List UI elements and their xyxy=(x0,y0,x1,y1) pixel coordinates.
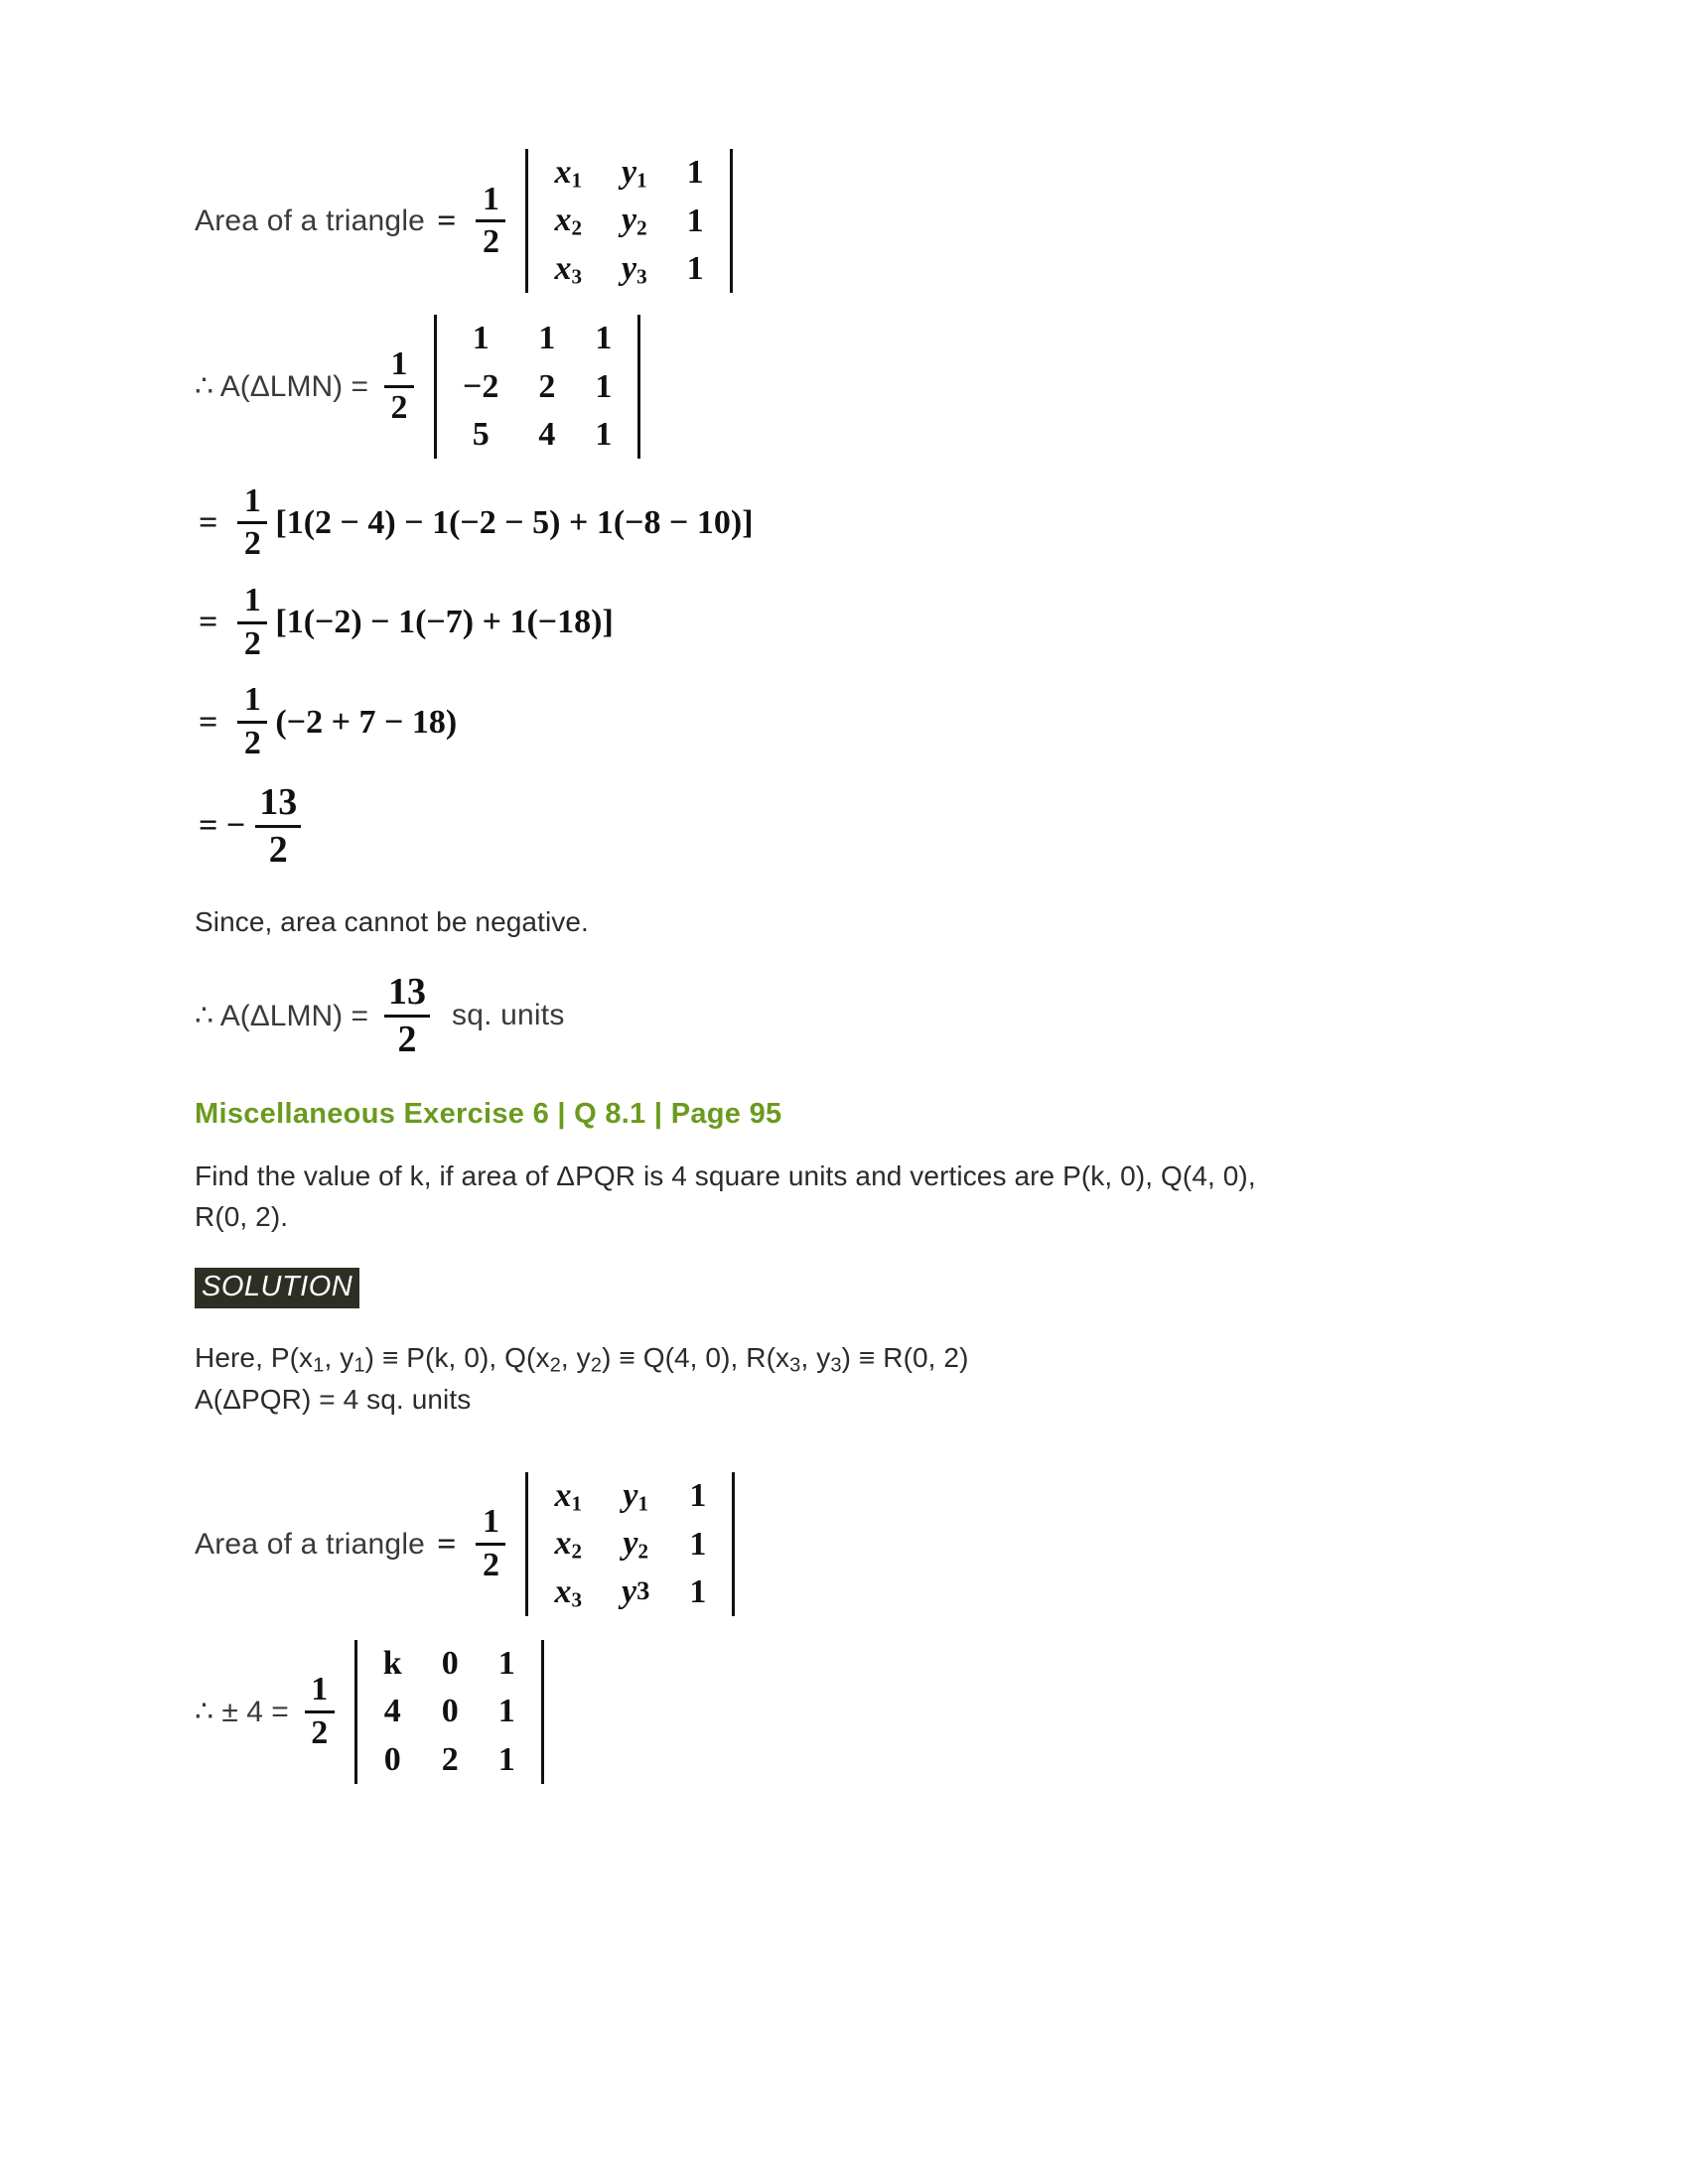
equals-sign-step3: = xyxy=(199,703,218,741)
cell-r1c3: 1 xyxy=(497,1645,515,1683)
result-fraction-13-over-2 xyxy=(255,780,301,871)
fraction-bar xyxy=(237,521,267,524)
determinant-matrix xyxy=(534,149,723,293)
given-area-line: A(ΔPQR) = 4 sq. units xyxy=(195,1384,472,1416)
final-answer-units: sq. units xyxy=(452,999,565,1032)
final-answer-row xyxy=(195,970,1515,1060)
fraction-bar xyxy=(237,621,267,624)
page-content xyxy=(195,149,1515,1788)
cell-y2: $y_2$ xyxy=(622,202,647,241)
cell-x2: $x_2$ xyxy=(554,202,582,241)
solution-tag: SOLUTION xyxy=(195,1268,359,1308)
sub-6: 3 xyxy=(830,1354,842,1377)
cell-y3: y3 xyxy=(622,1572,650,1610)
expansion-expression-1: [1(2 − 4) − 1(−2 − 5) + 1(−8 − 10)] xyxy=(275,503,754,541)
sub-5: 3 xyxy=(789,1354,801,1377)
fraction-bar xyxy=(384,1015,430,1018)
determinant-left-bar xyxy=(525,1472,528,1616)
table-row xyxy=(534,1569,726,1616)
pm4-determinant-row xyxy=(195,1640,1515,1783)
one-half-fraction-3 xyxy=(476,1505,505,1582)
cell-r3c1: 5 xyxy=(472,415,490,453)
cell-r3c2: 4 xyxy=(538,415,556,453)
given-points-line xyxy=(195,1338,1515,1381)
fraction-bar xyxy=(476,1543,505,1546)
one-half-fraction-1 xyxy=(476,180,505,261)
given-part-5: ) ≡ Q(4, 0), R(x xyxy=(602,1341,790,1373)
alm n-determinant-row xyxy=(195,315,1515,458)
equals-sign-step1: = xyxy=(199,503,218,541)
one-half-fraction-step2 xyxy=(237,584,267,661)
area-formula-label-2: Area of a triangle xyxy=(195,1527,426,1561)
therefore-almn-label: ∴ A(ΔLMN) = xyxy=(195,370,368,404)
fraction-denominator: 2 xyxy=(482,223,499,261)
given-part-3: ) ≡ P(k, 0), Q(x xyxy=(364,1341,550,1373)
one-half-fraction-4 xyxy=(305,1673,335,1750)
expansion-expression-2: [1(−2) − 1(−7) + 1(−18)] xyxy=(275,604,614,641)
determinant-matrix xyxy=(363,1640,535,1783)
table-row xyxy=(534,245,723,293)
cell-x3: $x_3$ xyxy=(554,1572,582,1612)
one-half-fraction-step1 xyxy=(237,481,267,563)
determinant-right-bar xyxy=(730,149,733,293)
result-equals-minus: = − xyxy=(199,807,246,845)
determinant-generic-1 xyxy=(519,149,738,293)
fraction-numerator: 13 xyxy=(388,970,426,1013)
determinant-right-bar xyxy=(541,1640,544,1783)
cell-one-r2: 1 xyxy=(686,202,704,239)
fraction-numerator: 1 xyxy=(482,1503,499,1541)
expansion-step-1 xyxy=(195,481,1515,563)
given-part-2: , y xyxy=(324,1341,354,1373)
cell-r3c3: 1 xyxy=(497,1740,515,1778)
table-row xyxy=(534,1520,726,1568)
cell-r2c1: 4 xyxy=(383,1693,401,1730)
cell-r2c3: 1 xyxy=(595,367,613,405)
cell-r1c1: 1 xyxy=(472,320,490,357)
table-row xyxy=(363,1736,535,1784)
cell-one-r1: 1 xyxy=(689,1477,707,1515)
cell-x3: $x_3$ xyxy=(554,249,582,289)
cell-r1c2: 1 xyxy=(538,320,556,357)
cell-one-r3: 1 xyxy=(689,1572,707,1610)
area-negative-note: Since, area cannot be negative. xyxy=(195,906,589,938)
area-formula-label-1: Area of a triangle xyxy=(195,204,426,237)
final-answer-prefix: ∴ A(ΔLMN) = xyxy=(195,999,368,1032)
equals-sign-1: = xyxy=(437,202,457,239)
expansion-step-3 xyxy=(195,683,1515,760)
given-points-text xyxy=(195,1338,1515,1421)
table-row xyxy=(534,1472,726,1520)
fraction-numerator: 1 xyxy=(243,681,261,719)
cell-y1: $y_1$ xyxy=(623,1476,648,1516)
question-line-2: R(0, 2). xyxy=(195,1201,289,1232)
fraction-denominator: 2 xyxy=(397,1018,417,1060)
final-fraction-13-over-2 xyxy=(384,970,430,1060)
fraction-numerator: 1 xyxy=(311,1671,329,1708)
fraction-numerator: 1 xyxy=(243,481,261,519)
fraction-numerator: 1 xyxy=(243,582,261,619)
sub-1: 1 xyxy=(313,1354,325,1377)
fraction-numerator: 1 xyxy=(390,345,408,383)
determinant-left-bar xyxy=(354,1640,357,1783)
cell-r3c2: 2 xyxy=(441,1740,459,1778)
sub-2: 1 xyxy=(353,1354,365,1377)
solution-tag-wrapper xyxy=(195,1238,1515,1334)
fraction-numerator: 1 xyxy=(482,180,499,217)
expansion-expression-3: (−2 + 7 − 18) xyxy=(275,703,458,741)
fraction-denominator: 2 xyxy=(243,624,261,662)
one-half-fraction-step3 xyxy=(237,683,267,760)
result-row xyxy=(195,780,1515,871)
table-row xyxy=(363,1688,535,1735)
fraction-denominator: 2 xyxy=(243,525,261,563)
table-row xyxy=(363,1640,535,1688)
given-part-1: Here, P(x xyxy=(195,1341,314,1373)
table-row xyxy=(534,197,723,244)
equals-sign-2: = xyxy=(437,1525,457,1563)
sub-3: 2 xyxy=(549,1354,561,1377)
fraction-denominator: 2 xyxy=(243,725,261,762)
cell-one-r1: 1 xyxy=(686,154,704,192)
given-part-6: , y xyxy=(800,1341,831,1373)
fraction-denominator: 2 xyxy=(311,1713,329,1751)
determinant-generic-2 xyxy=(519,1472,741,1616)
cell-r1c2: 0 xyxy=(441,1645,459,1683)
cell-r2c2: 2 xyxy=(538,367,556,405)
cell-r1c1: k xyxy=(382,1645,402,1683)
fraction-bar xyxy=(476,219,505,222)
expansion-step-2 xyxy=(195,584,1515,661)
given-part-7: ) ≡ R(0, 2) xyxy=(841,1341,969,1373)
cell-r3c3: 1 xyxy=(595,415,613,453)
cell-r1c3: 1 xyxy=(595,320,613,357)
cell-y3: $y_3$ xyxy=(622,249,647,289)
fraction-denominator: 2 xyxy=(390,389,408,427)
cell-r3c1: 0 xyxy=(383,1740,401,1778)
fraction-denominator: 2 xyxy=(482,1547,499,1584)
determinant-lmn xyxy=(428,315,646,458)
area-formula-row-1 xyxy=(195,149,1515,293)
question-line-1: Find the value of k, if area of ΔPQR is 4 square units and vertices are P(k, 0), Q(4, 0), xyxy=(195,1160,1256,1192)
therefore-pm4-label: ∴ ± 4 = xyxy=(195,1695,289,1728)
fraction-bar xyxy=(237,721,267,724)
cell-one-r3: 1 xyxy=(686,250,704,288)
table-row xyxy=(443,363,632,411)
determinant-right-bar xyxy=(637,315,640,458)
cell-x1: $x_1$ xyxy=(554,154,582,193)
area-formula-row-2 xyxy=(195,1472,1515,1616)
sub-4: 2 xyxy=(590,1354,603,1377)
cell-r2c2: 0 xyxy=(441,1693,459,1730)
determinant-right-bar xyxy=(732,1472,735,1616)
cell-y2: $y_2$ xyxy=(623,1525,648,1564)
equals-sign-step2: = xyxy=(199,604,218,641)
determinant-pqr xyxy=(349,1640,550,1783)
one-half-fraction-2 xyxy=(384,347,414,425)
question-text xyxy=(195,1157,1515,1237)
table-row xyxy=(534,149,723,197)
cell-r2c3: 1 xyxy=(497,1693,515,1730)
determinant-matrix xyxy=(443,315,632,458)
determinant-left-bar xyxy=(434,315,437,458)
cell-one-r2: 1 xyxy=(689,1525,707,1563)
determinant-left-bar xyxy=(525,149,528,293)
fraction-bar xyxy=(384,385,414,388)
fraction-numerator: 13 xyxy=(259,780,298,823)
determinant-matrix xyxy=(534,1472,726,1616)
cell-x1: $x_1$ xyxy=(554,1476,582,1516)
cell-x2: $x_2$ xyxy=(554,1525,582,1564)
cell-y1: $y_1$ xyxy=(622,154,647,193)
fraction-bar xyxy=(305,1710,335,1713)
table-row xyxy=(443,315,632,362)
cell-r2c1: −2 xyxy=(463,367,499,405)
exercise-heading: Miscellaneous Exercise 6 | Q 8.1 | Page 95 xyxy=(195,1098,782,1131)
fraction-bar xyxy=(255,825,301,828)
fraction-denominator: 2 xyxy=(268,828,288,871)
given-part-4: , y xyxy=(560,1341,591,1373)
table-row xyxy=(443,411,632,459)
